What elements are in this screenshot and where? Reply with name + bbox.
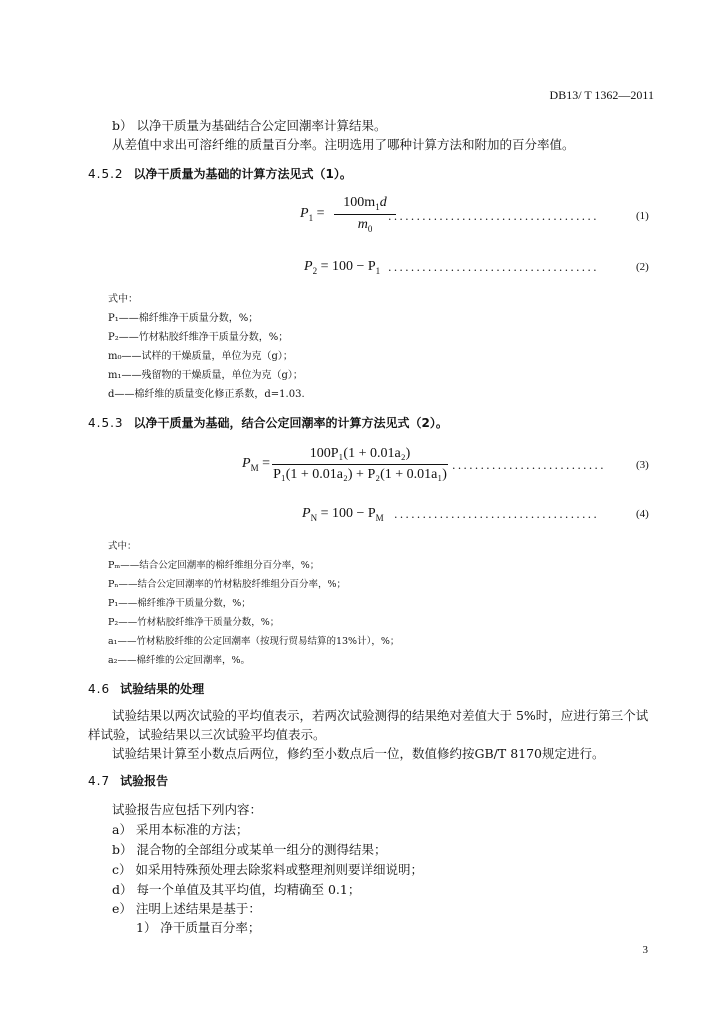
- eq3-numerator: 100P₁(1 + 0.01a₂): [309, 446, 411, 461]
- intro-item-b: b） 以净干质量为基础结合公定回潮率计算结果。: [112, 118, 387, 133]
- intro-note: 从差值中求出可溶纤维的质量百分率。注明选用了哪种计算方法和附加的百分率值。: [112, 137, 575, 152]
- vars2-item: a₂——棉纤维的公定回潮率，%。: [108, 655, 250, 666]
- eq4-leader-dots: ....................................: [394, 508, 600, 521]
- eq3-leader-dots: ...........................: [452, 459, 606, 472]
- eq1-denominator: $m_0$: [357, 216, 373, 234]
- report-item: b） 混合物的全部组分或某单一组分的测得结果；: [112, 842, 387, 857]
- section-4-6-paragraph-1: 试验结果以两次试验的平均值表示，若两次试验测得的结果绝对差值大于 5%时，应进行第三个试样试验，试验结果以三次试验平均值表示。: [88, 708, 649, 742]
- eq1-number: (1): [636, 210, 649, 222]
- vars2-item: a₁——竹材粘胶纤维的公定回潮率（按现行贸易结算的13%计），%；: [108, 636, 400, 647]
- eq3-number: (3): [636, 459, 649, 471]
- eq1-numerator: $100m_1d$: [343, 195, 387, 212]
- vars1-item: m₁——残留物的干燥质量，单位为克（g）；: [108, 370, 303, 381]
- report-item: c） 如采用特殊预处理去除浆料或整理剂则要详细说明；: [112, 862, 423, 877]
- section-4-6-paragraph-2: 试验结果计算至小数点后两位，修约至小数点后一位，数值修约按GB/T 8170规定进行。: [112, 746, 605, 761]
- eq3-lhs: $P_M$ =: [242, 456, 270, 473]
- vars1-item: m₀——试样的干燥质量，单位为克（g）；: [108, 351, 293, 362]
- vars1-item: P₂——竹材粘胶纤维净干质量分数，%；: [108, 332, 289, 343]
- report-lead: 试验报告应包括下列内容：: [112, 802, 263, 817]
- eq3-fraction: [272, 446, 448, 483]
- vars2-item: P₂——竹材粘胶纤维净干质量分数，%；: [108, 617, 280, 628]
- eq1-fraction: [334, 195, 396, 234]
- vars2-item: Pₘ——结合公定回潮率的棉纤维组分百分率，%；: [108, 560, 320, 571]
- eq2-number: (2): [636, 261, 649, 273]
- section-4-6-heading: 4.6 试验结果的处理: [88, 682, 205, 696]
- section-4-5-2-heading: [88, 165, 352, 182]
- eq1-leader-dots: .....................................: [388, 210, 599, 223]
- eq2-expression: $P_2 = 100 - P_1$: [304, 259, 381, 276]
- section-number: 4.5.2: [88, 167, 124, 181]
- eq4-number: (4): [636, 508, 649, 520]
- vars1-item: d——棉纤维的质量变化修正系数，d=1.03.: [108, 389, 305, 400]
- eq2-leader-dots: .....................................: [388, 261, 599, 274]
- eq4-expression: $P_N = 100 - P_M$: [302, 506, 384, 523]
- report-item: d） 每一个单值及其平均值，均精确至 0.1；: [112, 882, 361, 897]
- vars1-item: P₁——棉纤维净干质量分数，%；: [108, 313, 259, 324]
- report-item: a） 采用本标准的方法；: [112, 822, 249, 837]
- vars1-head: 式中：: [108, 294, 138, 305]
- report-sub-item: 1） 净干质量百分率；: [136, 920, 261, 935]
- eq1-lhs: $P_1$ =: [300, 206, 325, 223]
- vars2-item: P₁——棉纤维净干质量分数，%；: [108, 598, 251, 609]
- report-item: e） 注明上述结果是基于：: [112, 901, 261, 916]
- section-4-7-heading: 4.7 试验报告: [88, 774, 169, 788]
- section-title: 以净干质量为基础的计算方法见式（1）。: [133, 167, 352, 181]
- page-number: 3: [642, 944, 648, 956]
- vars2-item: Pₙ——结合公定回潮率的竹材粘胶纤维组分百分率，%；: [108, 579, 347, 590]
- section-4-5-3-heading: 4.5.3 以净干质量为基础，结合公定回潮率的计算方法见式（2）。: [88, 416, 448, 430]
- document-id: DB13/ T 1362—2011: [549, 88, 654, 102]
- vars2-head: 式中：: [108, 541, 137, 552]
- eq3-denominator: P₁(1 + 0.01a₂) + P₂(1 + 0.01a₁): [273, 467, 447, 482]
